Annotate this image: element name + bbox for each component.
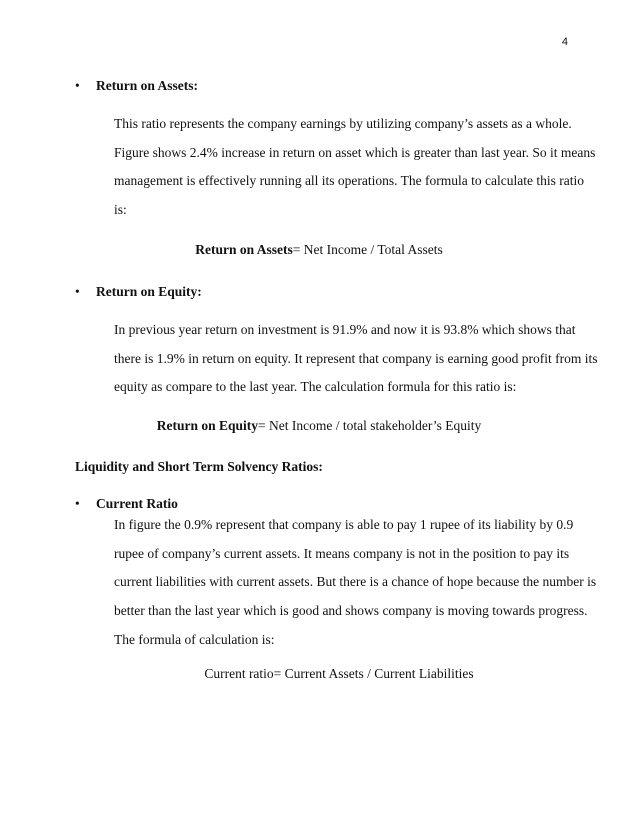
paragraph-line: better than the last year which is good and shows company is moving towards progress.	[114, 603, 588, 619]
paragraph-line: is:	[114, 202, 127, 218]
bullet-current-ratio: •	[75, 496, 80, 511]
page-number: 4	[561, 36, 568, 48]
formula-return-on-equity	[0, 418, 638, 434]
paragraph-line: there is 1.9% in return on equity. It represent that company is earning good profit from its	[114, 350, 598, 366]
heading-return-on-equity: Return on Equity:	[96, 284, 202, 299]
paragraph-line: In previous year return on investment is 91.9% and now it is 93.8% which shows that	[114, 322, 576, 337]
heading-liquidity-ratios: Liquidity and Short Term Solvency Ratios:	[75, 459, 323, 474]
heading-current-ratio: Current Ratio	[96, 496, 178, 511]
paragraph-return-on-equity	[114, 316, 598, 402]
paragraph-line: This ratio represents the company earnings by utilizing company’s assets as a whole.	[114, 116, 572, 131]
paragraph-line: Figure shows 2.4% increase in return on asset which is greater than last year. So it means	[114, 144, 596, 160]
bullet-roe: •	[75, 284, 80, 299]
paragraph-line: equity as compare to the last year. The calculation formula for this ratio is:	[114, 379, 517, 395]
formula-current-ratio: Current ratio= Current Assets / Current Liabilities	[204, 666, 474, 681]
formula-expression: = Net Income / Total Assets	[292, 242, 443, 257]
formula-label: Return on Assets	[195, 242, 293, 257]
heading-return-on-assets: Return on Assets:	[96, 78, 199, 93]
paragraph-return-on-assets	[114, 110, 596, 225]
formula-expression: = Net Income / total stakeholder’s Equity	[257, 418, 482, 433]
paragraph-line: The formula of calculation is:	[114, 631, 275, 647]
formula-return-on-assets	[0, 242, 638, 258]
paragraph-current-ratio	[114, 511, 597, 655]
bullet-roa: •	[75, 78, 80, 93]
paragraph-line: rupee of company’s current assets. It means company is not in the position to pay its	[114, 545, 570, 561]
formula-label: Return on Equity	[156, 418, 258, 433]
paragraph-line: In figure the 0.9% represent that company is able to pay 1 rupee of its liability by 0.9	[114, 517, 574, 532]
paragraph-line: current liabilities with current assets. But there is a chance of hope because the number is	[114, 574, 597, 590]
paragraph-line: management is effectively running all its operations. The formula to calculate this ratio	[114, 173, 584, 189]
